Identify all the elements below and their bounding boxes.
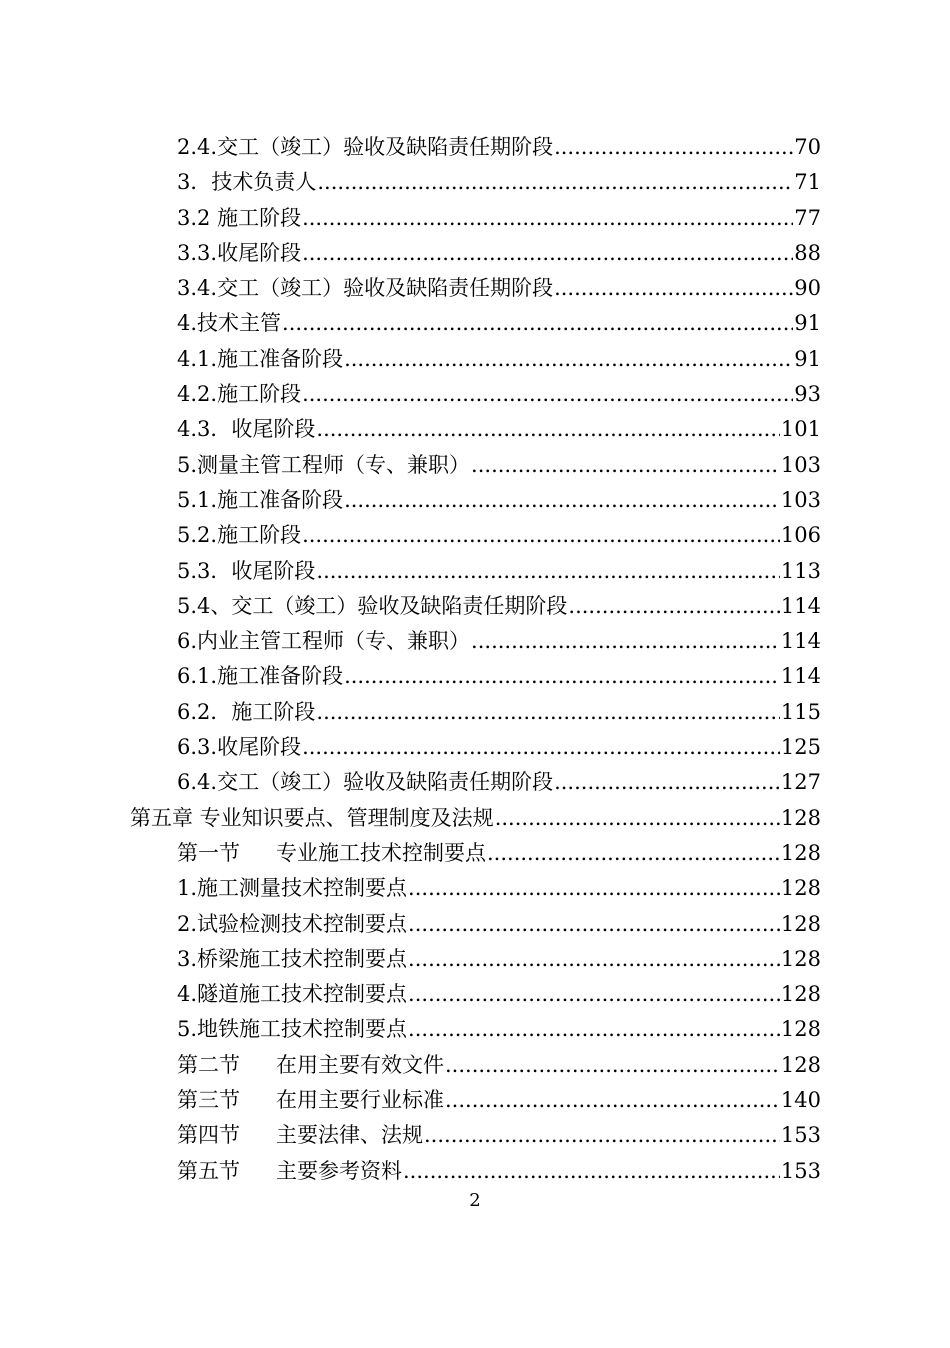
toc-entry-title: 3.3.收尾阶段 [177, 240, 302, 265]
toc-entry[interactable] [0, 448, 950, 483]
toc-dot-leader [302, 730, 780, 765]
toc-dot-leader [554, 130, 793, 165]
toc-entry-title: 5.2.施工阶段 [177, 523, 302, 548]
toc-entry[interactable] [0, 518, 950, 553]
toc-page-number: 93 [794, 382, 821, 407]
toc-page-number: 114 [780, 664, 821, 689]
toc-entry-title [177, 836, 486, 871]
toc-dot-leader [568, 589, 780, 624]
toc-entry[interactable] [0, 342, 950, 377]
toc-dot-leader [408, 942, 780, 977]
toc-entry[interactable] [0, 554, 950, 589]
toc-dot-leader [408, 907, 780, 942]
toc-dot-leader [344, 483, 780, 518]
toc-section-label: 第三节 [177, 1088, 240, 1113]
toc-entry[interactable] [0, 377, 950, 412]
toc-entry-title: 5.测量主管工程师（专、兼职） [177, 452, 471, 477]
toc-entry-title: 1.施工测量技术控制要点 [177, 876, 408, 901]
toc-dot-leader [471, 448, 780, 483]
toc-entry[interactable] [0, 942, 950, 977]
toc-entry[interactable] [0, 201, 950, 236]
toc-dot-leader [445, 1083, 780, 1118]
toc-entry[interactable] [0, 624, 950, 659]
toc-page-number: 70 [794, 135, 821, 159]
toc-entry[interactable] [0, 165, 950, 200]
toc-section-title: 主要参考资料 [276, 1158, 402, 1183]
toc-entry[interactable] [0, 483, 950, 518]
toc-entry-title: 4.3．收尾阶段 [177, 417, 316, 442]
toc-section-label: 第五节 [177, 1158, 240, 1183]
toc-page-number: 128 [780, 805, 821, 830]
toc-entry[interactable] [0, 907, 950, 942]
toc-entry-title: 2.试验检测技术控制要点 [177, 911, 408, 936]
toc-entry[interactable] [0, 412, 950, 447]
toc-page-number: 128 [780, 1052, 821, 1077]
toc-dot-leader [471, 624, 780, 659]
toc-dot-leader [316, 412, 780, 447]
toc-entry[interactable] [0, 130, 950, 165]
toc-dot-leader [487, 836, 780, 871]
toc-entry-title: 4.技术主管 [177, 311, 282, 336]
toc-dot-leader [445, 1048, 780, 1083]
toc-dot-leader [317, 165, 793, 200]
toc-entry-title: 3．技术负责人 [177, 170, 317, 195]
toc-page-number: 127 [780, 770, 821, 795]
toc-dot-leader [495, 801, 780, 836]
toc-dot-leader [344, 342, 793, 377]
toc-dot-leader [302, 518, 780, 553]
toc-entry-title [177, 1118, 423, 1153]
toc-entry-title: 4.1.施工准备阶段 [177, 346, 344, 371]
toc-entry[interactable] [0, 765, 950, 800]
toc-page-number: 91 [794, 311, 821, 336]
toc-dot-leader [408, 871, 780, 906]
toc-page-number: 153 [780, 1123, 821, 1148]
toc-dot-leader [554, 271, 793, 306]
toc-entry[interactable] [0, 977, 950, 1012]
toc-dot-leader [408, 977, 780, 1012]
toc-entry[interactable] [0, 236, 950, 271]
toc-entry[interactable] [0, 1118, 950, 1153]
toc-page-number: 114 [780, 593, 821, 618]
toc-page-number: 88 [794, 240, 821, 265]
toc-section-title: 主要法律、法规 [276, 1123, 423, 1148]
toc-entry[interactable] [0, 730, 950, 765]
toc-entry-title [177, 1083, 444, 1118]
toc-section-title: 在用主要有效文件 [276, 1052, 444, 1077]
toc-entry[interactable] [0, 1083, 950, 1118]
toc-dot-leader [302, 236, 793, 271]
toc-entry[interactable] [0, 1012, 950, 1047]
toc-entry-title: 3.4.交工（竣工）验收及缺陷责任期阶段 [177, 276, 554, 301]
toc-entry-title [177, 1154, 402, 1189]
toc-page-number: 103 [780, 452, 821, 477]
toc-page-number: 106 [780, 523, 821, 548]
toc-entry-title: 5.4、交工（竣工）验收及缺陷责任期阶段 [177, 593, 568, 618]
toc-page-number: 128 [780, 946, 821, 971]
toc-page-number: 115 [780, 699, 821, 724]
toc-dot-leader [302, 201, 793, 236]
toc-entry[interactable] [0, 1154, 950, 1189]
toc-entry-title [177, 1048, 444, 1083]
toc-dot-leader [316, 554, 780, 589]
toc-dot-leader [344, 659, 780, 694]
toc-page-number: 128 [780, 840, 821, 865]
toc-page-number: 113 [780, 558, 821, 583]
toc-page-number: 91 [794, 346, 821, 371]
toc-entry-title: 4.2.施工阶段 [177, 382, 302, 407]
toc-page-number: 77 [794, 205, 821, 230]
toc-page-number: 128 [780, 1017, 821, 1042]
toc-dot-leader [316, 695, 780, 730]
toc-page-number: 140 [780, 1088, 821, 1113]
toc-entry-title: 5.地铁施工技术控制要点 [177, 1017, 408, 1042]
toc-page-number: 114 [780, 629, 821, 654]
toc-entry-title: 6.2．施工阶段 [177, 699, 316, 724]
toc-entry[interactable] [0, 589, 950, 624]
toc-entry-title: 6.4.交工（竣工）验收及缺陷责任期阶段 [177, 770, 554, 795]
toc-entry-title: 2.4.交工（竣工）验收及缺陷责任期阶段 [177, 135, 554, 159]
toc-page-number: 128 [780, 982, 821, 1007]
toc-entry[interactable] [0, 1048, 950, 1083]
toc-page-number: 103 [780, 487, 821, 512]
toc-entry[interactable] [0, 836, 950, 871]
toc-entry[interactable] [0, 801, 950, 836]
toc-dot-leader [302, 377, 793, 412]
toc-entry[interactable] [0, 695, 950, 730]
toc-page-number: 128 [780, 876, 821, 901]
toc-entry-title: 6.1.施工准备阶段 [177, 664, 344, 689]
toc-entry[interactable] [0, 271, 950, 306]
toc-section-label: 第一节 [177, 840, 240, 865]
toc-entry-title: 6.内业主管工程师（专、兼职） [177, 629, 471, 654]
toc-entry[interactable] [0, 659, 950, 694]
toc-section-title: 在用主要行业标准 [276, 1088, 444, 1113]
page-number: 2 [469, 1190, 481, 1211]
toc-page-number: 90 [794, 276, 821, 301]
toc-entry-title: 4.隧道施工技术控制要点 [177, 982, 408, 1007]
toc-section-title: 专业施工技术控制要点 [276, 840, 486, 865]
toc-dot-leader [408, 1012, 780, 1047]
toc-page-number: 101 [780, 417, 821, 442]
toc-entry-title: 3.桥梁施工技术控制要点 [177, 946, 408, 971]
toc-dot-leader [554, 765, 780, 800]
toc-entry-title: 3.2 施工阶段 [177, 205, 302, 230]
toc-entry[interactable] [0, 871, 950, 906]
toc-dot-leader [403, 1154, 780, 1189]
toc-page-number: 128 [780, 911, 821, 936]
toc-section-label: 第四节 [177, 1123, 240, 1148]
toc-entry-title: 5.1.施工准备阶段 [177, 487, 344, 512]
toc-entry-title: 第五章 专业知识要点、管理制度及法规 [130, 805, 494, 830]
toc-dot-leader [424, 1118, 780, 1153]
toc-entry-title: 6.3.收尾阶段 [177, 735, 302, 760]
table-of-contents [0, 130, 950, 1189]
toc-page-number: 153 [780, 1158, 821, 1183]
toc-page-number: 125 [780, 735, 821, 760]
toc-entry[interactable] [0, 306, 950, 341]
toc-section-label: 第二节 [177, 1052, 240, 1077]
toc-entry-title: 5.3．收尾阶段 [177, 558, 316, 583]
toc-page-number: 71 [794, 170, 821, 195]
toc-dot-leader [282, 306, 793, 341]
